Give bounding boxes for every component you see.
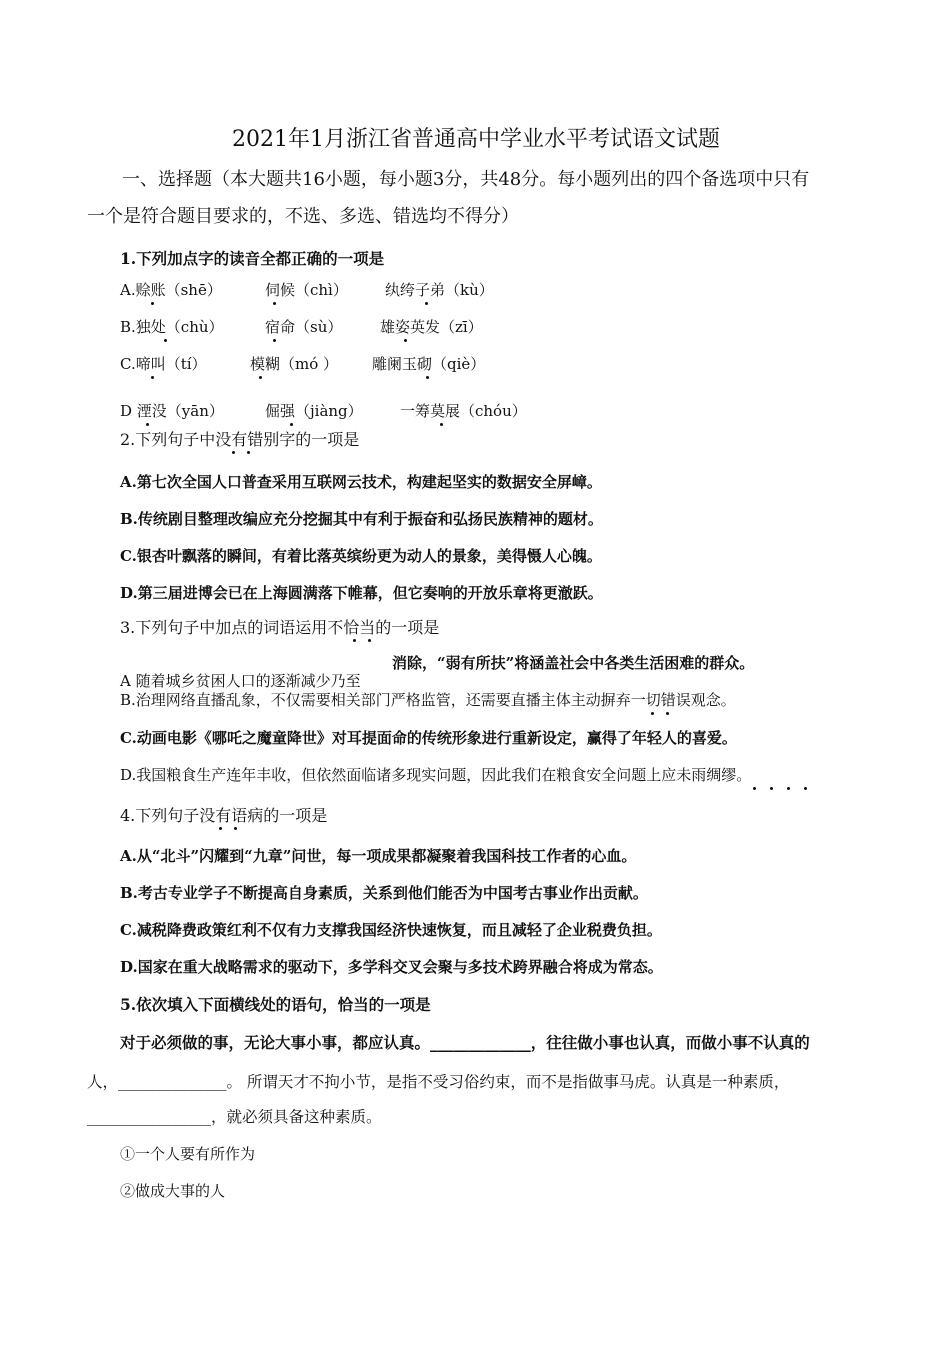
question-4-stem: 4.下列句子没有语病的一项是 — [120, 806, 328, 825]
q5-choice-2: ②做成大事的人 — [120, 1182, 226, 1200]
q3-option-b: B.治理网络直播乱象，不仅需要相关部门严格监管，还需要直播主体主动摒弃一切错误观念。 — [120, 691, 736, 709]
emphasis-dot — [273, 339, 276, 342]
q1-option-b-item2: 宿命（sù） — [265, 318, 343, 336]
emphasis-dot — [753, 787, 756, 790]
q4-option-b: B.考古专业学子不断提高自身素质，关系到他们能否为中国考古事业作出贡献。 — [120, 884, 648, 902]
emphasis-dot — [440, 423, 443, 426]
q5-passage-line3: ________________，就必须具备这种素质。 — [87, 1108, 382, 1126]
q5-choice-1: ①一个人要有所作为 — [120, 1145, 256, 1163]
emphasis-dot — [232, 451, 235, 454]
q1-option-d-item3: 一筹莫展（chóu） — [400, 402, 527, 420]
q2-option-b: B.传统剧目整理改编应充分挖掘其中有利于振奋和弘扬民族精神的题材。 — [120, 510, 603, 528]
question-5-stem: 5.依次填入下面横线处的语句，恰当的一项是 — [120, 995, 431, 1014]
q4-option-a: A.从“北斗”闪耀到“九章”问世，每一项成果都凝聚着我国科技工作者的心血。 — [120, 847, 637, 865]
question-3-stem: 3.下列句子中加点的词语运用不恰当的一项是 — [120, 618, 440, 637]
emphasis-dot — [368, 639, 371, 642]
emphasis-dot — [404, 339, 407, 342]
q5-passage-line1: 对于必须做的事，无论大事小事，都应认真。_____________，往往做小事也认真，而做小事不认真的 — [120, 1033, 810, 1052]
emphasis-dot — [666, 712, 669, 715]
emphasis-dot — [146, 423, 149, 426]
q1-option-a-item2: 伺候（chì） — [265, 281, 348, 299]
q1-option-d-item2: 倔强（jiàng） — [265, 402, 363, 420]
q2-option-a: A.第七次全国人口普查采用互联网云技术，构建起坚实的数据安全屏嶂。 — [120, 473, 602, 491]
q3-option-a-tail: 消除，“弱有所扶”将涵盖社会中各类生活困难的群众。 — [392, 654, 755, 672]
emphasis-dot — [273, 302, 276, 305]
q4-option-d: D.国家在重大战略需求的驱动下，多学科交叉会聚与多技术跨界融合将成为常态。 — [120, 958, 663, 976]
emphasis-dot — [151, 376, 154, 379]
q1-option-c: C.啼叫（tí） — [120, 355, 207, 373]
emphasis-dot — [151, 302, 154, 305]
q1-option-c-item3: 雕阑玉砌（qiè） — [372, 355, 486, 373]
emphasis-dot — [426, 376, 429, 379]
emphasis-dot — [247, 451, 250, 454]
emphasis-dot — [651, 712, 654, 715]
q1-option-d: D 湮没（yān） — [120, 402, 224, 420]
emphasis-dot — [425, 302, 428, 305]
q1-option-b: B.独处（chù） — [120, 318, 224, 336]
emphasis-dot — [787, 787, 790, 790]
q3-option-a: A 随着城乡贫困人口的逐渐减少乃至 — [120, 672, 361, 690]
q1-option-a: A.赊账（shē） — [120, 281, 222, 299]
q5-passage-line2: 人，______________。 所谓天才不拘小节，是指不受习俗约束，而不是指做事马虎。认真是一种素质， — [87, 1073, 790, 1091]
q4-option-c: C.减税降费政策红利不仅有力支撑我国经济快速恢复，而且减轻了企业税费负担。 — [120, 921, 662, 939]
section-header: 一、选择题（本大题共16小题，每小题3分，共48分。每小题列出的四个备选项中只有 — [122, 169, 810, 190]
emphasis-dot — [259, 376, 262, 379]
emphasis-dot — [290, 423, 293, 426]
page-title: 2021年1月浙江省普通高中学业水平考试语文试题 — [232, 127, 720, 152]
emphasis-dot — [804, 787, 807, 790]
q1-option-a-item3: 纨绔子弟（kù） — [385, 281, 494, 299]
q2-option-d: D.第三届进博会已在上海圆满落下帷幕，但它奏响的开放乐章将更澈跃。 — [120, 584, 603, 602]
emphasis-dot — [219, 827, 222, 830]
question-2-stem: 2.下列句子中没有错别字的一项是 — [120, 430, 360, 449]
emphasis-dot — [234, 827, 237, 830]
question-1-stem: 1.下列加点字的读音全都正确的一项是 — [120, 249, 385, 268]
section-header-cont: 一个是符合题目要求的，不选、多选、错选均不得分） — [87, 206, 519, 227]
emphasis-dot — [770, 787, 773, 790]
emphasis-dot — [164, 339, 167, 342]
q3-option-d: D.我国粮食生产连年丰收，但依然面临诸多现实问题，因此我们在粮食安全问题上应未雨绸缪。 — [120, 766, 752, 784]
q1-option-c-item2: 模糊（mó ） — [250, 355, 339, 373]
emphasis-dot — [353, 639, 356, 642]
q2-option-c: C.银杏叶飘落的瞬间，有着比落英缤纷更为动人的景象，美得慑人心魄。 — [120, 547, 602, 565]
q3-option-c: C.动画电影《哪吒之魔童降世》对耳提面命的传统形象进行重新设定，赢得了年轻人的喜爱。 — [120, 729, 737, 747]
q1-option-b-item3: 雄姿英发（zī） — [380, 318, 483, 336]
